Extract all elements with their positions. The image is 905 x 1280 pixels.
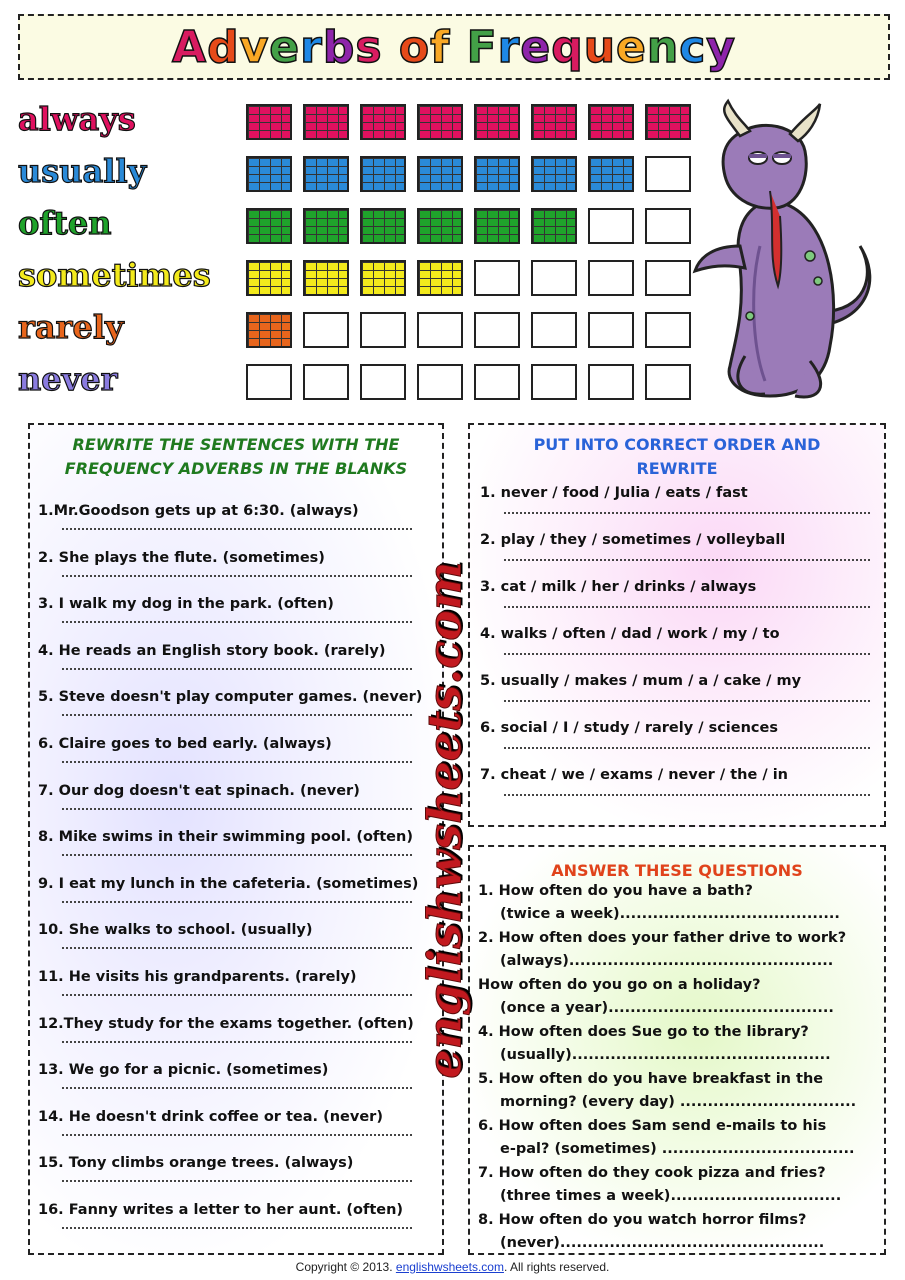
brick-box-filled — [417, 260, 463, 296]
answer-questions-panel — [468, 845, 886, 1255]
brick-box-empty — [645, 208, 691, 244]
title-letter: u — [583, 21, 617, 73]
answer-line[interactable] — [62, 901, 412, 903]
answer-line[interactable] — [62, 1180, 412, 1182]
title-letter: o — [398, 21, 431, 73]
frequency-boxes-never — [246, 364, 691, 400]
answer-line[interactable] — [62, 808, 412, 810]
rewrite-item: 16. Fanny writes a letter to her aunt. (often) — [38, 1202, 404, 1218]
section2-heading — [470, 433, 884, 481]
answer-line[interactable] — [62, 621, 412, 623]
rewrite-item: 7. Our dog doesn't eat spinach. (never) — [38, 782, 360, 799]
title-letter — [383, 22, 399, 73]
brick-box-filled — [360, 260, 406, 296]
answer-hint[interactable]: (twice a week)........................................ — [500, 906, 840, 922]
answer-line[interactable] — [62, 528, 412, 530]
brick-box-empty — [474, 260, 520, 296]
answer-hint[interactable]: e-pal? (sometimes) ................................... — [500, 1141, 855, 1157]
dragon-illustration — [690, 96, 890, 406]
answer-hint[interactable]: (usually)............................................... — [500, 1047, 831, 1063]
brick-box-filled — [531, 208, 577, 244]
brick-box-empty — [588, 208, 634, 244]
brick-box-filled — [474, 208, 520, 244]
answer-line[interactable] — [504, 653, 870, 655]
rewrite-item: 6. Claire goes to bed early. (always) — [38, 736, 332, 752]
frequency-word-often: often — [18, 204, 112, 242]
brick-box-filled — [360, 156, 406, 192]
title-letter: q — [551, 21, 584, 73]
rewrite-item: 12.They study for the exams together. (often) — [38, 1015, 414, 1032]
brick-box-filled — [303, 156, 349, 192]
answer-hint[interactable]: (once a year)......................................... — [500, 1000, 834, 1016]
rewrite-item: 14. He doesn't drink coffee or tea. (never) — [38, 1108, 383, 1125]
question-item: 1. How often do you have a bath? — [478, 883, 753, 899]
brick-box-empty — [246, 364, 292, 400]
question-item: 7. How often do they cook pizza and fries? — [478, 1165, 826, 1181]
question-item: 4. How often does Sue go to the library? — [478, 1024, 809, 1040]
brick-box-empty — [303, 312, 349, 348]
order-item: 6. social / I / study / rarely / sciences — [480, 720, 778, 736]
brick-box-empty — [360, 364, 406, 400]
answer-line[interactable] — [62, 668, 412, 670]
brick-box-filled — [417, 156, 463, 192]
answer-line[interactable] — [504, 700, 870, 702]
answer-line[interactable] — [504, 559, 870, 561]
rewrite-item: 10. She walks to school. (usually) — [38, 922, 313, 939]
answer-line[interactable] — [62, 854, 412, 856]
brick-box-filled — [360, 104, 406, 140]
title-letter: F — [466, 21, 498, 73]
brick-box-filled — [474, 156, 520, 192]
brick-box-empty — [474, 364, 520, 400]
brick-box-empty — [588, 364, 634, 400]
frequency-boxes-often — [246, 208, 691, 244]
brick-box-filled — [246, 260, 292, 296]
order-item: 2. play / they / sometimes / volleyball — [480, 532, 786, 548]
title-letter: r — [497, 21, 521, 73]
section1-heading-line1: REWRITE THE SENTENCES WITH THE — [72, 435, 400, 454]
question-item: 8. How often do you watch horror films? — [478, 1212, 807, 1228]
rewrite-item: 1.Mr.Goodson gets up at 6:30. (always) — [38, 503, 359, 519]
title-letter: A — [172, 21, 208, 73]
question-item: 5. How often do you have breakfast in the — [478, 1071, 824, 1087]
frequency-boxes-always — [246, 104, 691, 140]
answer-line[interactable] — [62, 1134, 412, 1136]
rewrite-item: 2. She plays the flute. (sometimes) — [38, 549, 325, 566]
brick-box-filled — [246, 312, 292, 348]
answer-line[interactable] — [62, 575, 412, 577]
brick-box-empty — [474, 312, 520, 348]
brick-box-filled — [303, 260, 349, 296]
title-letter: n — [646, 21, 680, 73]
brick-box-filled — [246, 104, 292, 140]
brick-box-filled — [417, 104, 463, 140]
answer-hint[interactable]: (never)................................................ — [500, 1235, 825, 1251]
answer-hint[interactable]: morning? (every day) ................................ — [500, 1094, 857, 1110]
title-letter: e — [520, 21, 552, 73]
frequency-word-sometimes: sometimes — [18, 256, 211, 294]
order-item: 7. cheat / we / exams / never / the / in — [480, 767, 788, 783]
brick-box-empty — [645, 156, 691, 192]
title-letter: s — [355, 21, 383, 73]
answer-line[interactable] — [62, 1227, 412, 1229]
frequency-word-never: never — [18, 360, 118, 398]
rewrite-item: 11. He visits his grandparents. (rarely) — [38, 969, 357, 985]
brick-box-empty — [645, 364, 691, 400]
brick-box-empty — [303, 364, 349, 400]
brick-box-empty — [417, 364, 463, 400]
order-item: 1. never / food / Julia / eats / fast — [480, 485, 748, 501]
rewrite-item: 3. I walk my dog in the park. (often) — [38, 596, 334, 613]
title-letter: c — [679, 21, 707, 73]
copyright-text: Copyright © 2013. — [295, 1260, 396, 1274]
title-letter: e — [269, 21, 301, 73]
brick-box-filled — [246, 208, 292, 244]
rewrite-item: 13. We go for a picnic. (sometimes) — [38, 1062, 329, 1079]
title-letter: e — [616, 21, 647, 73]
frequency-boxes-usually — [246, 156, 691, 192]
question-item: 6. How often does Sam send e-mails to his — [478, 1118, 827, 1134]
brick-box-filled — [645, 104, 691, 140]
section1-heading-line2: FREQUENCY ADVERBS IN THE BLANKS — [64, 459, 408, 478]
frequency-word-always: always — [18, 100, 136, 138]
frequency-word-usually: usually — [18, 152, 147, 190]
brick-box-filled — [417, 208, 463, 244]
order-item: 5. usually / makes / mum / a / cake / my — [480, 673, 802, 689]
rewrite-item: 8. Mike swims in their swimming pool. (often) — [38, 829, 413, 846]
section3-heading: ANSWER THESE QUESTIONS — [551, 861, 803, 880]
question-item: How often do you go on a holiday? — [478, 977, 761, 993]
brick-box-filled — [303, 104, 349, 140]
answer-line[interactable] — [62, 947, 412, 949]
title-letter: v — [239, 21, 270, 73]
brick-box-empty — [360, 312, 406, 348]
brick-box-filled — [474, 104, 520, 140]
title-letter — [450, 22, 466, 73]
order-item: 4. walks / often / dad / work / my / to — [480, 626, 780, 642]
rewrite-item: 15. Tony climbs orange trees. (always) — [38, 1155, 354, 1172]
answer-hint[interactable]: (three times a week)............................... — [500, 1188, 842, 1204]
title-letter: y — [706, 21, 736, 73]
watermark — [405, 561, 485, 1079]
answer-hint[interactable]: (always)................................................ — [500, 953, 834, 969]
answer-line[interactable] — [504, 512, 870, 514]
page-title — [172, 22, 736, 73]
answer-line[interactable] — [62, 1087, 412, 1089]
brick-box-empty — [645, 260, 691, 296]
answer-line[interactable] — [504, 794, 870, 796]
section2-heading-line1: PUT INTO CORRECT ORDER AND — [533, 435, 821, 454]
answer-line[interactable] — [62, 994, 412, 996]
section2-heading-line2: REWRITE — [636, 459, 718, 478]
title-banner — [18, 14, 890, 80]
brick-box-filled — [531, 156, 577, 192]
frequency-word-rarely: rarely — [18, 308, 124, 346]
brick-box-empty — [645, 312, 691, 348]
brick-box-empty — [531, 260, 577, 296]
rewrite-item: 4. He reads an English story book. (rarely) — [38, 642, 386, 659]
watermark-text: englishwsheets.com — [418, 561, 473, 1079]
brick-box-empty — [531, 312, 577, 348]
frequency-boxes-rarely — [246, 312, 691, 348]
title-letter: r — [300, 21, 323, 73]
footer — [0, 1260, 905, 1274]
rewrite-item: 5. Steve doesn't play computer games. (never) — [38, 689, 423, 706]
brick-box-empty — [417, 312, 463, 348]
rewrite-sentences-panel — [28, 423, 444, 1255]
rewrite-item: 9. I eat my lunch in the cafeteria. (sometimes) — [38, 875, 419, 892]
order-item: 3. cat / milk / her / drinks / always — [480, 579, 757, 595]
frequency-boxes-sometimes — [246, 260, 691, 296]
brick-box-empty — [531, 364, 577, 400]
title-letter: d — [207, 21, 240, 73]
footer-link[interactable]: englishwsheets.com — [395, 1260, 504, 1274]
question-item: 2. How often does your father drive to work? — [478, 930, 847, 946]
brick-box-filled — [531, 104, 577, 140]
brick-box-filled — [360, 208, 406, 244]
answer-line[interactable] — [504, 747, 870, 749]
rights-text: . All rights reserved. — [503, 1260, 610, 1274]
brick-box-filled — [246, 156, 292, 192]
answer-line[interactable] — [504, 606, 870, 608]
title-letter: f — [430, 21, 451, 73]
title-letter: b — [322, 21, 356, 73]
answer-line[interactable] — [62, 1041, 412, 1043]
brick-box-filled — [588, 104, 634, 140]
answer-line[interactable] — [62, 714, 412, 716]
brick-box-empty — [588, 260, 634, 296]
brick-box-filled — [588, 156, 634, 192]
correct-order-panel — [468, 423, 886, 827]
answer-line[interactable] — [62, 761, 412, 763]
section1-heading — [30, 433, 442, 481]
brick-box-empty — [588, 312, 634, 348]
brick-box-filled — [303, 208, 349, 244]
